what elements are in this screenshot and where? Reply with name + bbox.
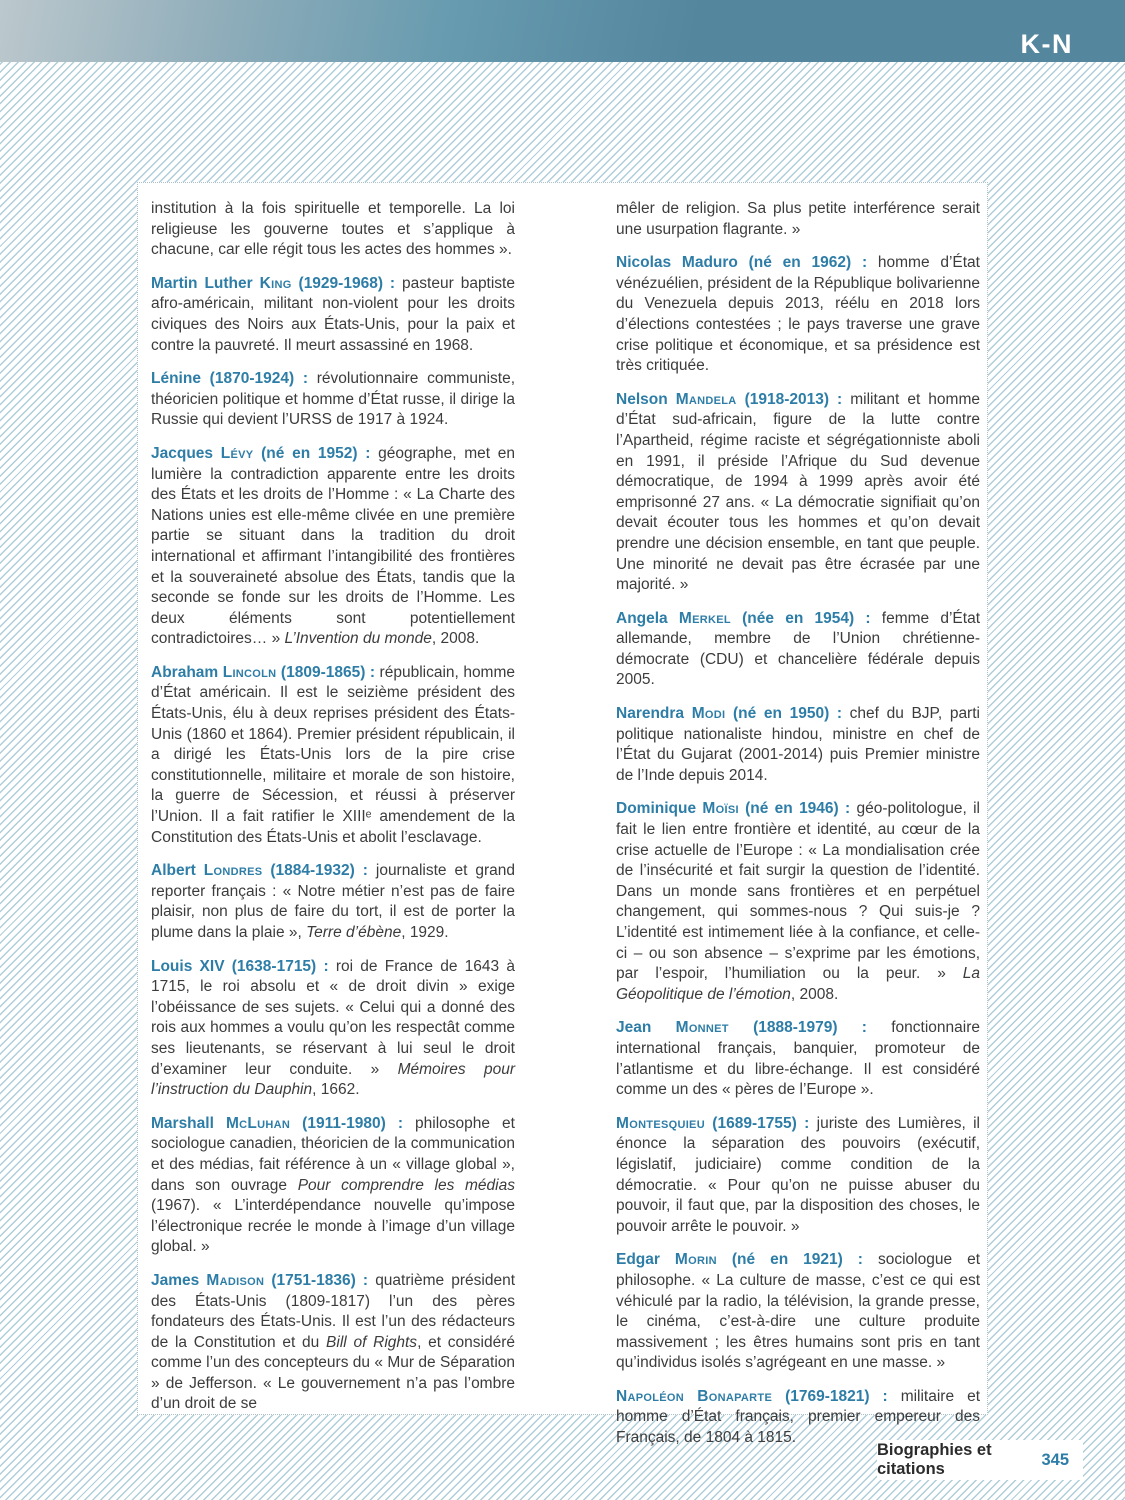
footer-box [877,1440,1083,1480]
bio-entry: Narendra Modi (né en 1950) : chef du BJP, parti politique nationaliste hindou, ministre en chef de l’État du Gujarat (2001-2014) puis Premier ministre de l’Inde depuis 2014. [616,705,980,784]
bio-heading: Nelson Mandela (1918-2013) : [616,390,851,408]
page-number: 345 [1041,1450,1069,1469]
bio-heading: Jean Monnet (1888-1979) : [616,1019,892,1037]
bio-entry: James Madison (1751-1836) : quatrième président des États-Unis (1809-1817) l’un des pères fondateurs des États-Unis. Il est l’un des rédacteurs de la Constitution et du Bill of Rights, et considéré comme l’un des concepteurs du « Mur de Séparation » de Jefferson. « Le gouvernement n’a pas l’ombre d’un droit de se [151,1271,516,1413]
bio-heading: Jacques Lévy (né en 1952) : [151,444,379,462]
bio-entry: Abraham Lincoln (1809-1865) : républicain, homme d’État américain. Il est le seizième président des États-Unis, élu à deux reprises président des États-Unis (1860 et 1864). Premier président républicain, il a dirigé les États-Unis lors de la pire crise constitutionnelle, militaire et morale de son histoire, la guerre de Sécession, et réussi à préserver l’Union. Il a fait ratifier le XIIIᵉ amendement de la Constitution des États-Unis et abolit l’esclavage. [151,663,516,846]
bio-entry: Jean Monnet (1888-1979) : fonctionnaire international français, banquier, promoteur de l’atlantisme et du libre-échange. Il est considéré comme un des « pères de l’Europe ». [616,1019,981,1099]
bio-heading: Marshall McLuhan (1911-1980) : [151,1114,416,1132]
bio-heading: Montesquieu (1689-1755) : [616,1114,817,1132]
bio-heading: Martin Luther King (1929-1968) : [151,274,403,292]
bio-entry: Angela Merkel (née en 1954) : femme d’État allemande, membre de l’Union chrétienne-démocrate (CDU) et chancelière fédérale depuis 2005. [616,609,981,689]
bio-entry: Jacques Lévy (né en 1952) : géographe, met en lumière la contradiction apparente entre les droits des États et les droits de l’Homme : « La Charte des Nations unies est elle-même clivée en une première partie se situant dans la tradition du droit international et affirmant l’intangibilité des frontières et la souveraineté absolue des États, tandis que la seconde se fonde sur les droits de l’Homme. Les deux éléments sont potentiellement contradictoires… » L’Invention du monde, 2008. [151,444,515,648]
footer-label: Biographies et citations [877,1441,992,1478]
bio-entry: Dominique Moïsi (né en 1946) : géo-politologue, il fait le lien entre frontière et identité, au cœur de la crise actuelle de l’Europe : « La mondialisation crée de l’insécurité et fait surgir la question de l’identité. Dans un monde sans frontières et en perpétuel changement, qui sommes-nous ? Qui suis-je ? L’identité est intimement liée à la confiance, et celle-ci – ou son absence – s’exprime par les émotions, par l’espoir, l’humiliation ou la peur. » La Géopolitique de l’émotion, 2008. [616,800,980,1003]
bio-entry: Napoléon Bonaparte (1769-1821) : militaire et homme d’État français, premier empereur des Français, de 1804 à 1815. [616,1387,980,1447]
bio-entry: Albert Londres (1884-1932) : journaliste et grand reporter français : « Notre métier n’est pas de faire plaisir, non plus de faire du tort, il est de porter la plume dans la plaie », Terre d’ébène, 1929. [151,862,516,941]
bio-heading: Nicolas Maduro (né en 1962) : [616,254,878,272]
bio-entry: institution à la fois spirituelle et temporelle. La loi religieuse les gouverne toutes et s’applique à chacune, car elle régit tous les actes des hommes ». [151,200,515,259]
bio-heading: Lénine (1870-1924) : [151,370,317,388]
bio-heading: Napoléon Bonaparte (1769-1821) : [616,1387,901,1405]
bio-heading: James Madison (1751-1836) : [151,1271,376,1289]
bio-heading: Narendra Modi (né en 1950) : [616,705,850,723]
bio-heading: Angela Merkel (née en 1954) : [616,609,882,627]
content-sheet [137,182,988,1447]
bio-heading: Albert Londres (1884-1932) : [151,862,376,880]
bio-entry: Edgar Morin (né en 1921) : sociologue et philosophe. « La culture de masse, c’est ce qui est véhiculé par la radio, la télévision, la grande presse, le cinéma, c’est-à-dire une culture produite massivement ; les êtres humains sont pris en tant qu’individus isolés s’agrégeant en une masse. » [616,1251,980,1372]
bio-entry: Marshall McLuhan (1911-1980) : philosophe et sociologue canadien, théoricien de la communication et des médias, fait référence à un « village global », dans son ouvrage Pour comprendre les médias (1967). « L’interdépendance nouvelle qu’impose l’électronique recrée le monde à l’image d’un village global. » [151,1114,515,1256]
bio-entry: Lénine (1870-1924) : révolutionnaire communiste, théoricien politique et homme d’État russe, il dirige la Russie qui devient l’URSS de 1917 à 1924. [151,370,516,429]
bio-heading: Dominique Moïsi (né en 1946) : [616,800,857,818]
bio-entry: Nelson Mandela (1918-2013) : militant et homme d’État sud-africain, figure de la lutte contre l’Apartheid, régime raciste et ségrégationniste aboli en 1991, il préside l’Afrique du Sud devenue démocratique, de 1994 à 1999 après avoir été emprisonné 27 ans. « La démocratie signifiait qu’on devait écouter tous les hommes et qu’on devait prendre une décision ensemble, en tant que peuple. Une minorité ne devait pas être écrasée par une majorité. » [616,390,980,594]
bio-entry: Louis XIV (1638-1715) : roi de France de 1643 à 1715, le roi absolu et « de droit divin » exige l’obéissance de ses sujets. « Celui qui a donné des rois aux hommes a voulu qu’on les respectât comme ses lieutenants, se réservant à lui seul le droit d’examiner leur conduite. » Mémoires pour l’instruction du Dauphin, 1662. [151,957,515,1099]
bio-heading: Abraham Lincoln (1809-1865) : [151,663,380,681]
bio-entry: Nicolas Maduro (né en 1962) : homme d’État vénézuélien, président de la République bolivarienne du Venezuela depuis 2013, réélu en 2018 lors d’élections contestées ; le pays traverse une grave crise politique et économique, et sa présidence est très critiquée. [616,254,980,375]
bio-entry: Montesquieu (1689-1755) : juriste des Lumières, il énonce la séparation des pouvoirs (exécutif, législatif, judiciaire) comme condition de la démocratie. « Pour qu’on ne puisse abuser du pouvoir, il faut que, par la disposition des choses, le pouvoir arrête le pouvoir. » [616,1114,980,1235]
column-left [151,199,515,1415]
header-band [0,0,1125,62]
section-label: K-N [1020,29,1073,59]
bio-heading: Louis XIV (1638-1715) : [151,957,336,975]
bio-heading: Edgar Morin (né en 1921) : [616,1251,878,1269]
bio-entry: Martin Luther King (1929-1968) : pasteur baptiste afro-américain, militant non-violent pour les droits civiques des Noirs aux États-Unis, pour la paix et contre la pauvreté. Il meurt assassiné en 1968. [151,274,515,354]
column-right [616,199,980,1449]
bio-entry: mêler de religion. Sa plus petite interférence serait une usurpation flagrante. » [616,200,980,238]
